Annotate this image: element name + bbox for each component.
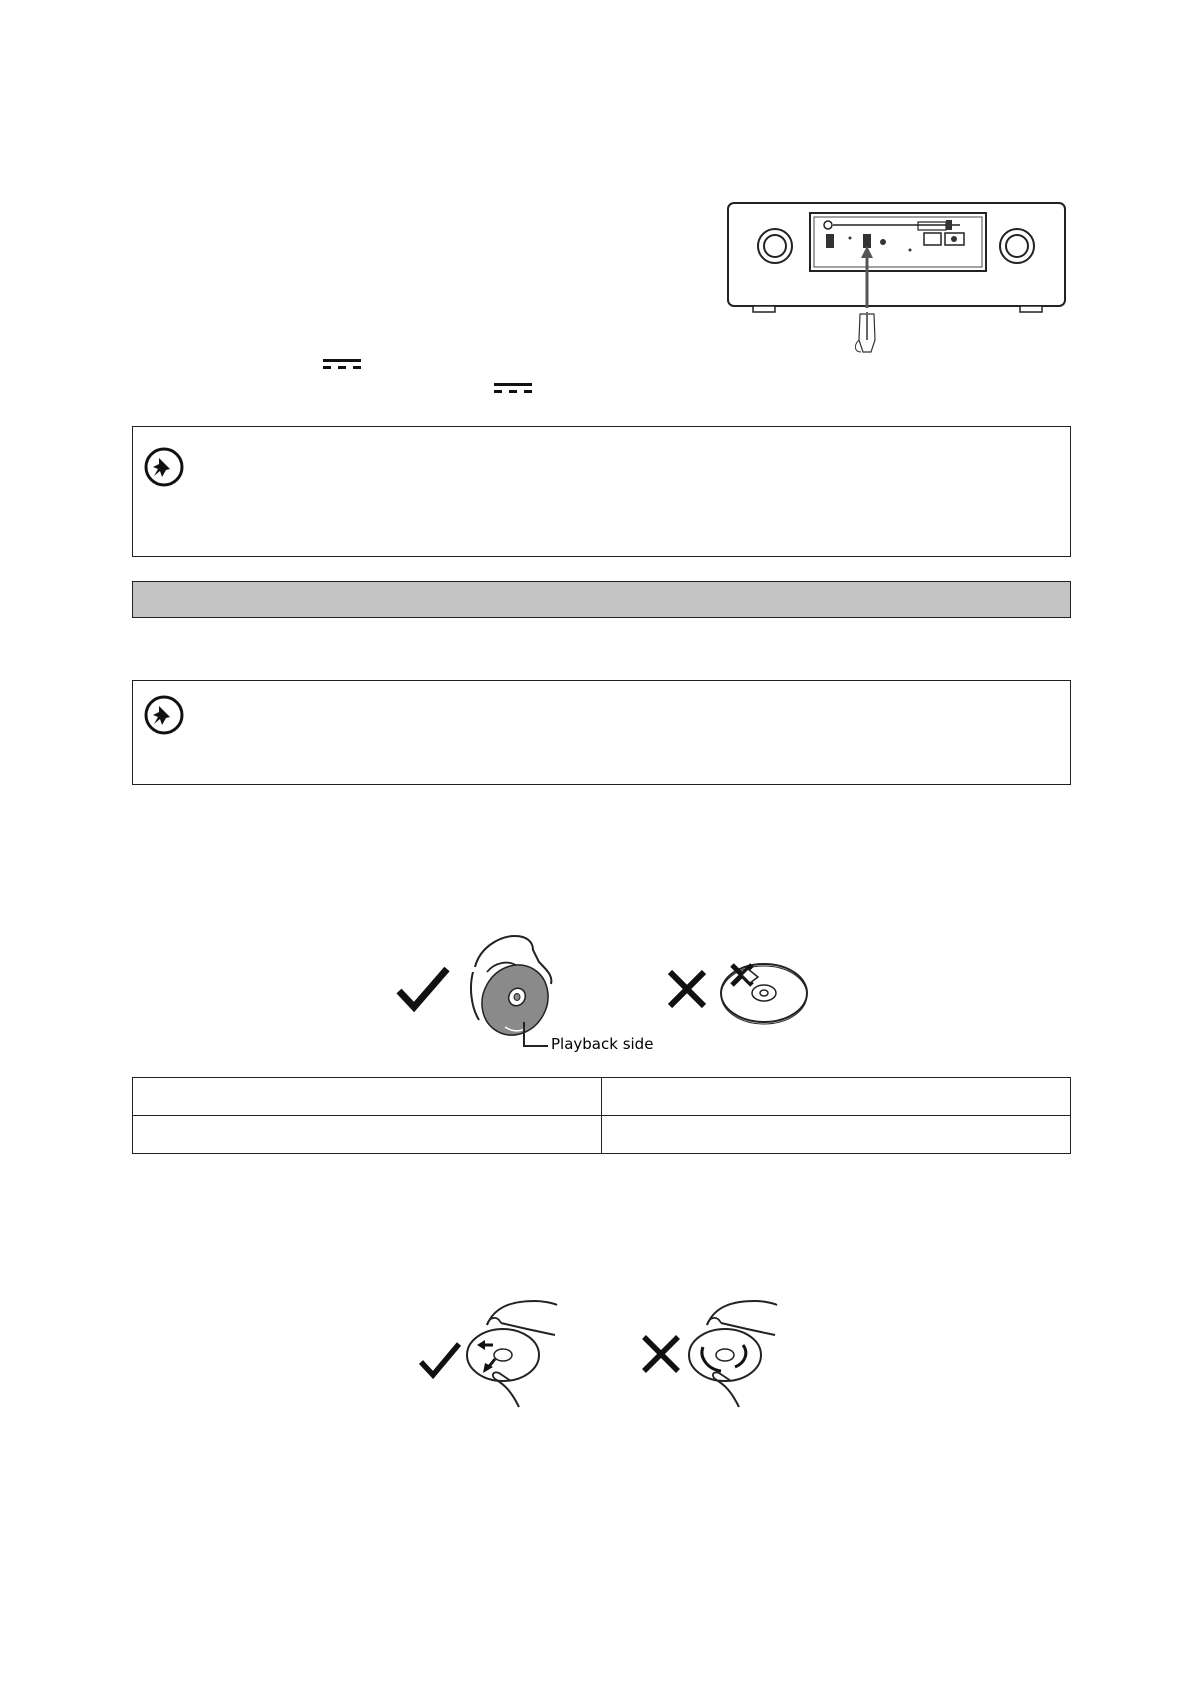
table-row — [133, 1116, 1071, 1154]
note-box — [132, 680, 1071, 785]
playback-side-caption: Playback side — [551, 1035, 654, 1053]
pushpin-icon — [143, 446, 185, 488]
disc-held-by-hand-illustration — [465, 932, 565, 1042]
disc-wrong-handling-illustration — [718, 955, 810, 1025]
caption-leader-line — [520, 1020, 550, 1050]
table-cell — [602, 1078, 1071, 1116]
dc-power-symbol-icon — [322, 358, 362, 372]
section-header-bar — [132, 581, 1071, 618]
table-cell — [133, 1078, 602, 1116]
pushpin-icon — [143, 694, 185, 736]
cross-mark-icon — [666, 968, 708, 1010]
check-mark-icon — [396, 965, 450, 1013]
table-cell — [602, 1116, 1071, 1154]
table-row — [133, 1078, 1071, 1116]
cross-mark-icon — [640, 1333, 682, 1375]
note-box — [132, 426, 1071, 557]
disc-cleaning-wrong-illustration — [685, 1295, 785, 1415]
disc-cleaning-correct-illustration — [465, 1295, 565, 1415]
dc-power-symbol-icon — [493, 382, 533, 396]
device-rear-panel-illustration — [725, 200, 1070, 355]
empty-table — [132, 1077, 1071, 1154]
table-cell — [133, 1116, 602, 1154]
check-mark-icon — [418, 1340, 462, 1380]
